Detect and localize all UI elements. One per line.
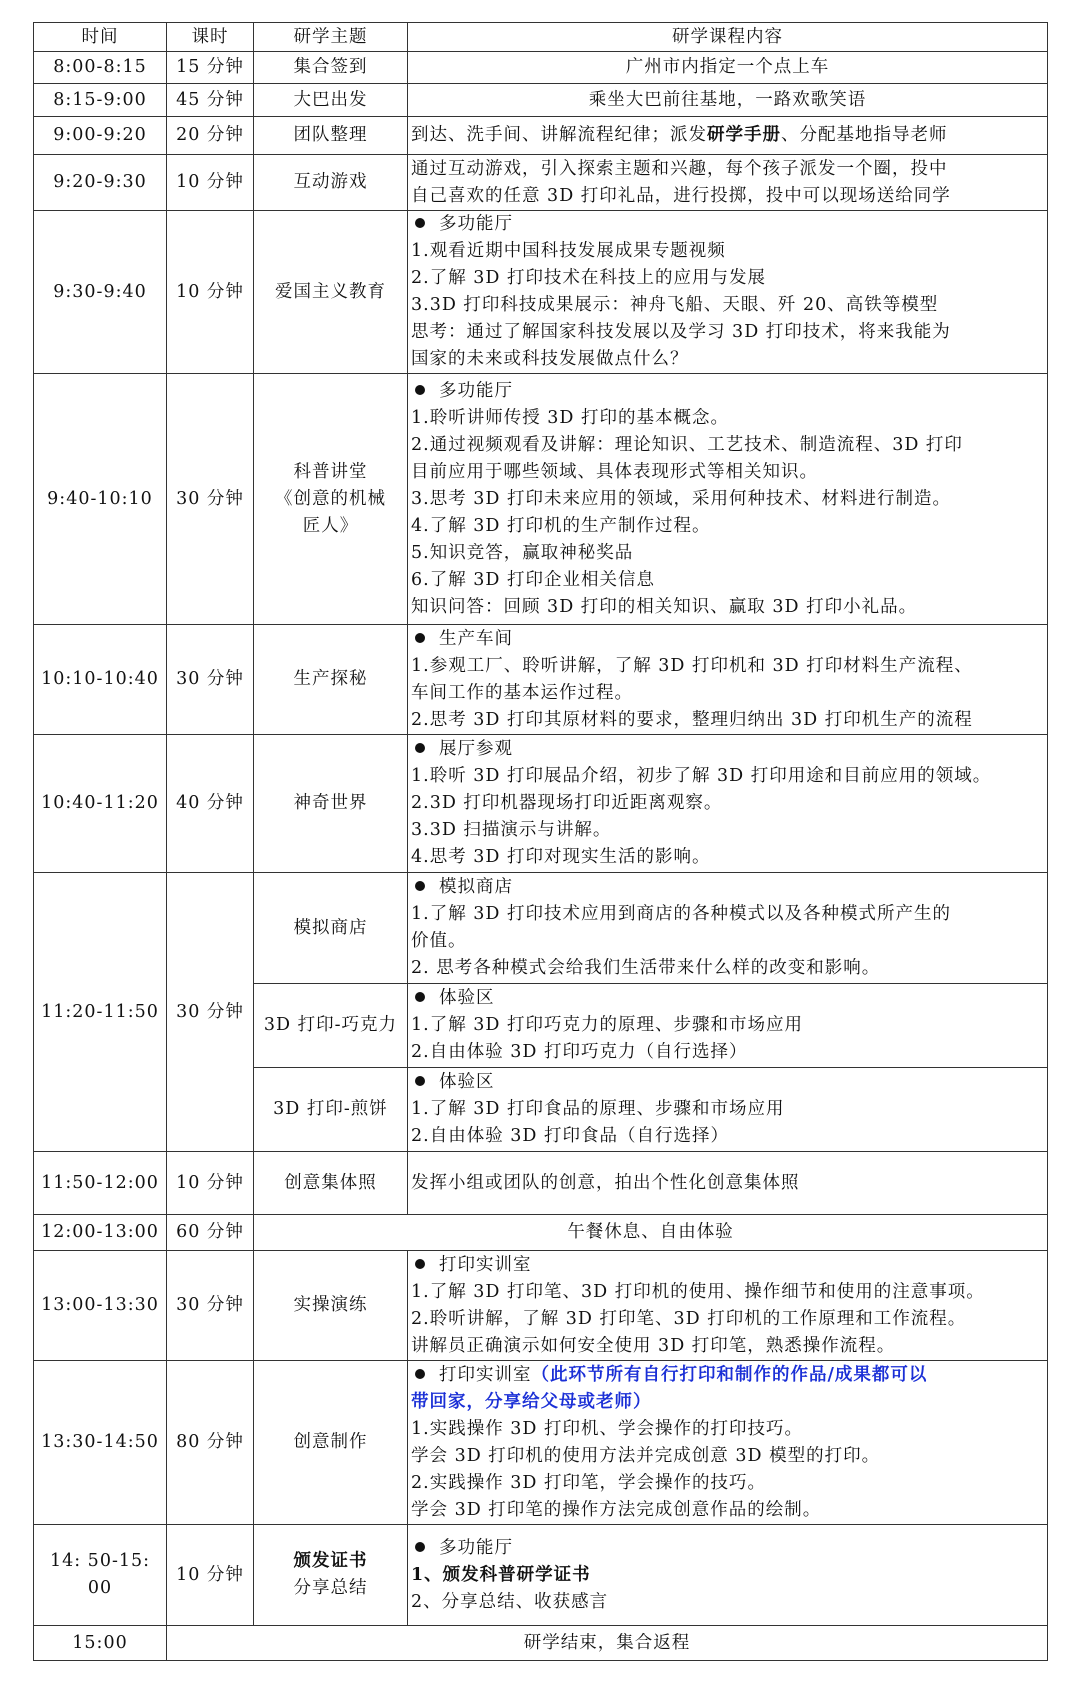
content-line: 6.了解 3D 打印企业相关信息 [411,569,655,590]
duration-cell: 40 分钟 [167,735,254,873]
bullet-icon [415,1076,425,1086]
take-home-note: （此环节所有自行打印和制作的作品/成果都可以 [531,1364,928,1385]
duration-cell: 15 分钟 [167,52,254,84]
theme-cell: 神奇世界 [254,735,408,873]
time-cell: 8:15-9:00 [34,84,167,117]
header-content: 研学课程内容 [408,23,1048,52]
content-line: 1.聆听 3D 打印展品介绍，初步了解 3D 打印用途和目前应用的领域。 [411,766,992,786]
take-home-note: 带回家，分享给父母或老师） [411,1391,652,1412]
content-line: 1.了解 3D 打印笔、3D 打印机的使用、操作细节和使用的注意事项。 [411,1281,985,1302]
bullet-icon [415,218,425,228]
content-cell: 发挥小组或团队的创意，拍出个性化创意集体照 [408,1152,1048,1215]
duration-cell: 10 分钟 [167,155,254,211]
content-line: 1.实践操作 3D 打印机、学会操作的打印技巧。 [411,1418,803,1439]
time-cell: 9:20-9:30 [34,155,167,211]
table-row [34,625,1048,735]
content-line: 国家的未来或科技发展做点什么？ [411,349,689,369]
content-line: 1.了解 3D 打印技术应用到商店的各种模式以及各种模式所产生的 [411,904,951,924]
content-line: 学会 3D 打印机的使用方法并完成创意 3D 模型的打印。 [411,1445,881,1466]
duration-cell: 30 分钟 [167,374,254,625]
duration-cell: 30 分钟 [167,625,254,735]
content-cell: 研学结束，集合返程 [167,1626,1048,1661]
header-time: 时间 [34,23,167,52]
table-row [34,117,1048,155]
table-row [34,374,1048,625]
content-text: 、分配基地指导老师 [781,125,948,145]
content-line: 2.实践操作 3D 打印笔，学会操作的技巧。 [411,1472,766,1493]
content-line: 3.思考 3D 打印未来应用的领域，采用何种技术、材料进行制造。 [411,488,951,509]
venue-label: 生产车间 [439,628,513,649]
content-line: 2、分享总结、收获感言 [411,1591,609,1612]
duration-cell: 45 分钟 [167,84,254,117]
content-line: 2.思考 3D 打印其原材料的要求，整理归纳出 3D 打印机生产的流程 [411,709,973,730]
content-line: 2.自由体验 3D 打印食品（自行选择） [411,1126,729,1146]
header-theme: 研学主题 [254,23,408,52]
theme-cell: 爱国主义教育 [254,211,408,374]
theme-cell: 生产探秘 [254,625,408,735]
content-cell [408,1361,1048,1525]
time-cell: 9:00-9:20 [34,117,167,155]
time-cell: 9:40-10:10 [34,374,167,625]
content-cell [408,1251,1048,1361]
content-text: 到达、洗手间、讲解流程纪律；派发 [411,125,707,145]
table-row [34,52,1048,84]
theme-line: 《创意的机械 [275,488,386,509]
time-cell: 9:30-9:40 [34,211,167,374]
duration-cell: 20 分钟 [167,117,254,155]
content-line: 1.了解 3D 打印食品的原理、步骤和市场应用 [411,1099,785,1119]
time-cell: 10:10-10:40 [34,625,167,735]
theme-line: 匠人》 [302,515,359,536]
table-row [34,1361,1048,1525]
content-line: 1.观看近期中国科技发展成果专题视频 [411,241,726,261]
theme-cell: 创意集体照 [254,1152,408,1215]
content-line: 5.知识竞答，赢取神秘奖品 [411,542,634,563]
venue-label: 打印实训室 [439,1364,532,1385]
content-line: 1、颁发科普研学证书 [411,1564,591,1585]
table-row [34,155,1048,211]
content-line: 思考：通过了解国家科技发展以及学习 3D 打印技术，将来我能为 [411,322,951,342]
table-row [34,1215,1048,1251]
header-duration: 课时 [167,23,254,52]
content-cell [408,873,1048,984]
content-line: 4.思考 3D 打印对现实生活的影响。 [411,847,711,867]
content-line: 2.3D 打印机器现场打印近距离观察。 [411,793,723,813]
venue-label: 多功能厅 [439,214,513,234]
content-line: 知识问答：回顾 3D 打印的相关知识、赢取 3D 打印小礼品。 [411,596,918,617]
duration-cell: 30 分钟 [167,1251,254,1361]
theme-cell: 3D 打印-巧克力 [254,984,408,1068]
content-line: 车间工作的基本运作过程。 [411,682,633,703]
content-line: 3.3D 打印科技成果展示：神舟飞船、天眼、歼 20、高铁等模型 [411,295,939,315]
duration-cell: 10 分钟 [167,1525,254,1626]
content-cell [408,211,1048,374]
bullet-icon [415,1259,425,1269]
table-row [34,211,1048,374]
venue-label: 模拟商店 [439,877,513,897]
theme-cell: 团队整理 [254,117,408,155]
venue-label: 多功能厅 [439,1537,513,1558]
content-line: 2.通过视频观看及讲解：理论知识、工艺技术、制造流程、3D 打印 [411,434,963,455]
time-cell: 14: 50-15: 00 [34,1525,167,1626]
schedule-table [33,22,1048,1661]
bullet-icon [415,633,425,643]
duration-cell: 10 分钟 [167,1152,254,1215]
content-cell: 午餐休息、自由体验 [254,1215,1048,1251]
content-cell [408,155,1048,211]
table-row [34,1152,1048,1215]
content-line: 2.自由体验 3D 打印巧克力（自行选择） [411,1042,748,1062]
content-line: 目前应用于哪些领域、具体表现形式等相关知识。 [411,461,818,482]
content-cell [408,1525,1048,1626]
time-cell: 8:00-8:15 [34,52,167,84]
content-line: 价值。 [411,931,467,951]
bullet-icon [415,385,425,395]
content-line: 3.3D 扫描演示与讲解。 [411,820,612,840]
time-cell: 13:30-14:50 [34,1361,167,1525]
time-cell: 11:20-11:50 [34,873,167,1152]
venue-label: 体验区 [439,1072,495,1092]
theme-cell: 3D 打印-煎饼 [254,1068,408,1152]
table-row [34,1251,1048,1361]
venue-label: 多功能厅 [439,380,513,401]
time-cell: 11:50-12:00 [34,1152,167,1215]
table-row [34,1525,1048,1626]
theme-cell: 实操演练 [254,1251,408,1361]
theme-cell: 集合签到 [254,52,408,84]
duration-cell: 30 分钟 [167,873,254,1152]
content-line: 讲解员正确演示如何安全使用 3D 打印笔，熟悉操作流程。 [411,1335,896,1356]
theme-line: 分享总结 [293,1578,368,1598]
time-cell: 15:00 [34,1626,167,1661]
content-cell [408,1068,1048,1152]
content-line: 通过互动游戏，引入探索主题和兴趣，每个孩子派发一个圈，投中 [411,158,948,179]
table-row [34,873,1048,984]
content-line: 2. 思考各种模式会给我们生活带来什么样的改变和影响。 [411,958,881,978]
theme-cell [254,374,408,625]
content-line: 自己喜欢的任意 3D 打印礼品，进行投掷，投中可以现场送给同学 [411,185,951,206]
venue-label: 打印实训室 [439,1254,532,1275]
content-line: 1.参观工厂、聆听讲解，了解 3D 打印机和 3D 打印材料生产流程、 [411,655,973,676]
bullet-icon [415,1369,425,1379]
theme-line: 科普讲堂 [293,461,368,482]
bullet-icon [415,881,425,891]
content-cell [408,374,1048,625]
bullet-icon [415,743,425,753]
theme-cell: 模拟商店 [254,873,408,984]
time-cell: 10:40-11:20 [34,735,167,873]
theme-cell [254,1525,408,1626]
bullet-icon [415,1542,425,1552]
duration-cell: 10 分钟 [167,211,254,374]
content-line: 2.聆听讲解，了解 3D 打印笔、3D 打印机的工作原理和工作流程。 [411,1308,967,1329]
content-cell: 乘坐大巴前往基地，一路欢歌笑语 [408,84,1048,117]
table-row [34,84,1048,117]
content-line: 1.了解 3D 打印巧克力的原理、步骤和市场应用 [411,1015,803,1035]
content-cell [408,625,1048,735]
handbook-text: 研学手册 [707,125,781,145]
theme-cell: 互动游戏 [254,155,408,211]
content-cell [408,117,1048,155]
bullet-icon [415,992,425,1002]
header-row [34,23,1048,52]
table-row [34,1626,1048,1661]
theme-cell: 创意制作 [254,1361,408,1525]
content-cell: 广州市内指定一个点上车 [408,52,1048,84]
theme-cell: 大巴出发 [254,84,408,117]
venue-label: 展厅参观 [439,739,513,759]
content-line: 1.聆听讲师传授 3D 打印的基本概念。 [411,407,729,428]
content-cell [408,984,1048,1068]
content-line: 2.了解 3D 打印技术在科技上的应用与发展 [411,268,766,288]
venue-label: 体验区 [439,988,495,1008]
content-line: 4.了解 3D 打印机的生产制作过程。 [411,515,711,536]
time-cell: 13:00-13:30 [34,1251,167,1361]
duration-cell: 60 分钟 [167,1215,254,1251]
table-row [34,735,1048,873]
content-line: 学会 3D 打印笔的操作方法完成创意作品的绘制。 [411,1499,822,1520]
time-cell: 12:00-13:00 [34,1215,167,1251]
duration-cell: 80 分钟 [167,1361,254,1525]
certificate-theme: 颁发证书 [293,1551,368,1571]
content-cell [408,735,1048,873]
